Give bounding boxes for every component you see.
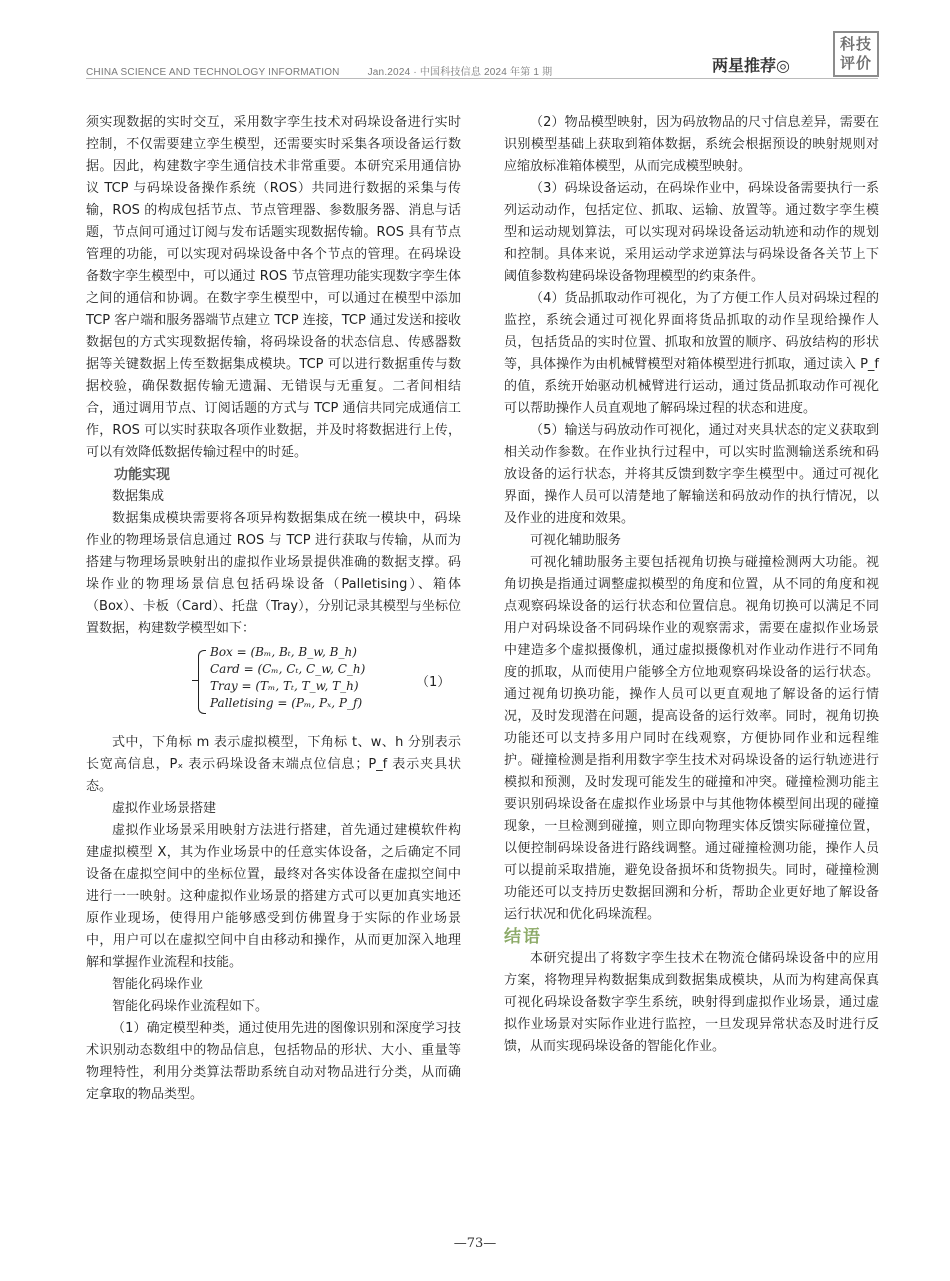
paragraph: 须实现数据的实时交互，采用数字孪生技术对码垛设备进行实时控制，不仅需要建立孪生模型，还需要实时采集各项设备运行数据。因此，构建数字孪生通信技术非常重要。本研究采用通信协议 TCP 与码垛设备操作系统（ROS）共同进行数据的采集与传输，ROS 的构成包括节点、节点管理器、参数服务器、消息与话题，节点间可通过订阅与发布话题实现数据传输。ROS 具有节点管理的功能，可以实现对码垛设备中各个节点的管理。在码垛设备数字孪生模型中，可以通过 ROS 节点管理功能实现数字孪生体之间的通信和协调。在数字孪生模型中，可以通过在模型中添加 TCP 客户端和服务器端节点建立 TCP 连接，TCP 通过发送和接收数据包的方式实现数据传输，将码垛设备的状态信息、传感器数据等关键数据上传至数据集成模块。TCP 可以进行数据重传与数据校验，确保数据传输无遗漏、无错误与无重复。二者间相结合，通过调用节点、订阅话题的方式与 TCP 通信共同完成通信工作，ROS 可以实时获取各项作业数据，并及时将数据进行上传，可以有效降低数据传输过程中的时延。 [86, 115, 461, 460]
section-label: 两星推荐 [712, 56, 777, 75]
section-title [712, 53, 790, 76]
section-mark-icon: ◎ [776, 56, 790, 75]
header-divider [86, 78, 878, 79]
equation-box: Box = (Bₘ, Bₜ, B_w, B_h) [210, 645, 357, 659]
subheading-data-integration: 数据集成 [112, 489, 165, 504]
section-heading-conclusion: 结语 [504, 927, 542, 947]
paragraph: 式中，下角标 m 表示虚拟模型，下角标 t、w、h 分别表示长宽高信息，Pₓ 表示码垛设备末端点位信息；P_f 表示夹具状态。 [86, 735, 461, 794]
page-number: —73— [453, 1236, 497, 1251]
left-column [86, 112, 461, 1106]
paragraph: （5）输送与码放动作可视化，通过对夹具状态的定义获取到相关动作参数。在作业执行过程中，可以实时监测输送系统和码放设备的运行状态，并将其反馈到数字孪生模型中。通过可视化界面，操作人员可以清楚地了解输送和码放动作的执行情况，以及作业的进度和效果。 [504, 423, 879, 526]
section-heading-function: 功能实现 [114, 467, 170, 483]
paragraph: 数据集成模块需要将各项异构数据集成在统一模块中，码垛作业的物理场景信息通过 ROS 与 TCP 进行获取与传输，从而为搭建与物理场景映射出的虚拟作业场景提供准确的数据支撑。码垛作业的物理场景信息包括码垛设备（Palletising）、箱体（Box）、卡板（Card）、托盘（Tray），分别记录其模型与坐标位置数据，构建数学模型如下： [86, 511, 461, 636]
paragraph: 本研究提出了将数字孪生技术在物流仓储码垛设备中的应用方案，将物理异构数据集成到数据集成模块，从而为构建高保真可视化码垛设备数字孪生系统，映射得到虚拟作业场景，通过虚拟作业场景对实际作业进行监控，一旦发现异常状态及时进行反馈，从而实现码垛设备的智能化作业。 [504, 951, 879, 1054]
paragraph: （1）确定模型种类，通过使用先进的图像识别和深度学习技术识别动态数组中的物品信息，包括物品的形状、大小、重量等物理特性，利用分类算法帮助系统自动对物品进行分类，从而确定拿取的物品类型。 [86, 1021, 461, 1102]
badge-line-1: 科技 [839, 35, 872, 53]
right-column [504, 112, 879, 1058]
paragraph: 可视化辅助服务主要包括视角切换与碰撞检测两大功能。视角切换是指通过调整虚拟模型的角度和位置，从不同的角度和视点观察码垛设备的运行状态和位置信息。视角切换可以满足不同用户对码垛设备不同码垛作业的观察需求，需要在虚拟作业场景中建造多个虚拟摄像机，通过虚拟摄像机对作业动作进行不同角度的抓取，从而使用户能够全方位地观察码垛设备的运行状态。通过视角切换功能，操作人员可以更直观地了解设备的运行情况，及时发现潜在问题，提高设备的运行效率。同时，视角切换功能还可以支持多用户同时在线观察，方便协同作业和远程维护。碰撞检测是指利用数字孪生技术对码垛设备的运行轨迹进行模拟和预测，及时发现可能发生的碰撞和冲突。碰撞检测功能主要识别码垛设备在虚拟作业场景中与其他物体模型间出现的碰撞现象，一旦检测到碰撞，则立即向物理实体反馈实际碰撞位置，以便控制码垛设备进行路线调整。通过碰撞检测功能，操作人员可以提前采取措施，避免设备损坏和货物损失。同时，碰撞检测功能还可以支持历史数据回溯和分析，帮助企业更好地了解设备运行状况和优化码垛流程。 [504, 555, 879, 922]
column-badge [833, 31, 879, 77]
equation-tray: Tray = (Tₘ, Tₜ, T_w, T_h) [210, 679, 359, 693]
running-header [86, 63, 552, 78]
page-header [0, 0, 950, 80]
equation-brace [198, 650, 206, 714]
paragraph: （3）码垛设备运动，在码垛作业中，码垛设备需要执行一系列运动动作，包括定位、抓取、运输、放置等。通过数字孪生模型和运动规划算法，可以实现对码垛设备运动轨迹和动作的规划和控制。具体来说，采用运动学求逆算法与码垛设备各关节上下阈值参数构建码垛设备物理模型的约束条件。 [504, 181, 879, 284]
paragraph: （2）物品模型映射，因为码放物品的尺寸信息差异，需要在识别模型基础上获取到箱体数据，系统会根据预设的映射规则对应缩放标准箱体模型，从而完成模型映射。 [504, 115, 879, 174]
paragraph: 智能化码垛作业流程如下。 [112, 999, 269, 1014]
badge-line-2: 评价 [839, 54, 872, 72]
equation-card: Card = (Cₘ, Cₜ, C_w, C_h) [210, 662, 366, 676]
equation-lines [210, 644, 365, 712]
paragraph: （4）货品抓取动作可视化，为了方便工作人员对码垛过程的监控，系统会通过可视化界面将货品抓取的动作呈现给操作人员，包括货品的实时位置、抓取和放置的顺序、码放结构的形状等，具体操作为由机械臂模型对箱体模型进行抓取，通过读入 P_f 的值，系统开始驱动机械臂进行运动，通过货品抓取动作可视化可以帮助操作人员直观地了解码垛过程的状态和进度。 [504, 291, 879, 416]
journal-english-name: CHINA SCIENCE AND TECHNOLOGY INFORMATION [86, 67, 340, 78]
subheading-virtual-scene: 虚拟作业场景搭建 [112, 801, 217, 816]
paragraph: 虚拟作业场景采用映射方法进行搭建，首先通过建模软件构建虚拟模型 X，其为作业场景中的任意实体设备，之后确定不同设备在虚拟空间中的坐标位置，最终对各实体设备在虚拟空间中进行一一映射。这种虚拟作业场景的搭建方式可以更加真实地还原作业现场，使得用户能够感受到仿佛置身于实际的作业场景中，用户可以在虚拟空间中自由移动和操作，从而更加深入地理解和掌握作业流程和技能。 [86, 823, 461, 970]
equation-block [86, 644, 461, 724]
equation-palletising: Palletising = (Pₘ, Pₓ, P_f) [210, 696, 363, 710]
equation-number: （1） [416, 675, 451, 690]
subheading-smart-palletizing: 智能化码垛作业 [112, 977, 204, 992]
subheading-visual-assist: 可视化辅助服务 [530, 533, 622, 548]
issue-info: Jan.2024 · 中国科技信息 2024 年第 1 期 [367, 67, 553, 78]
